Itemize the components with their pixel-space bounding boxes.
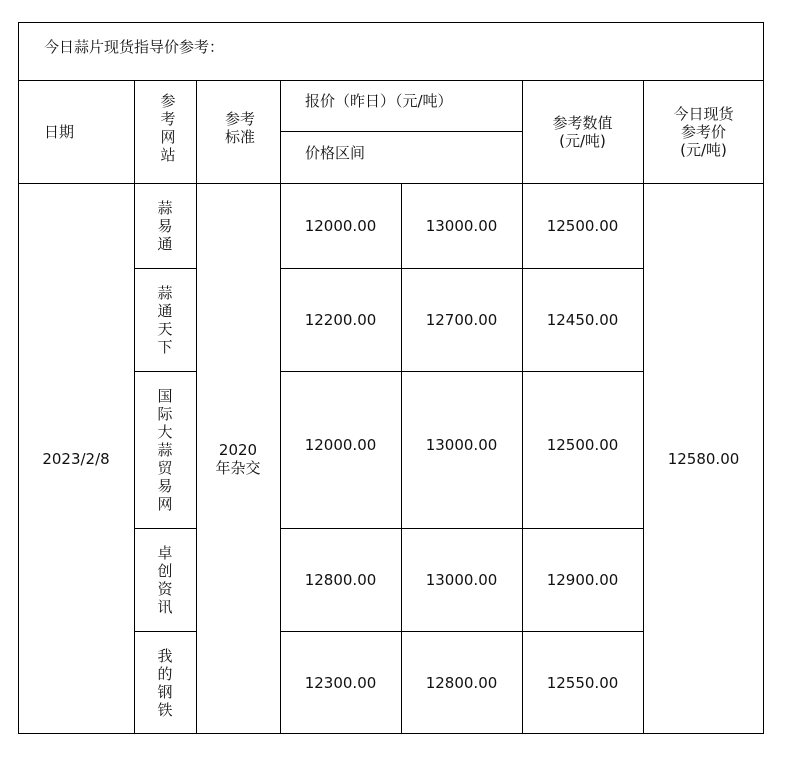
header-site-label: 参考网站: [160, 92, 176, 164]
site-cell: [134, 631, 196, 734]
ref-price: 12500.00: [546, 436, 619, 454]
site-cell: [134, 183, 196, 268]
site-name: 我的钢铁: [157, 646, 173, 719]
divider: [280, 131, 522, 132]
low-price: 12000.00: [304, 436, 377, 454]
header-quote-label: 报价（昨日）（元/吨）: [305, 92, 453, 110]
low-price-cell: [280, 183, 401, 268]
low-price: 12200.00: [304, 310, 377, 329]
high-price: 12800.00: [425, 673, 498, 692]
high-price-cell: [401, 268, 522, 371]
header-standard: [220, 110, 260, 146]
ref-price: 12550.00: [546, 673, 619, 692]
date-cell: [18, 183, 134, 734]
today-price-cell: [643, 183, 764, 734]
site-cell: [134, 268, 196, 371]
high-price-cell: [401, 371, 522, 528]
header-today-line3: (元/吨): [680, 140, 727, 159]
high-price: 13000.00: [425, 436, 498, 454]
ref-price-cell: [522, 528, 643, 631]
date-value: 2023/2/8: [42, 449, 110, 468]
header-ref: [522, 80, 643, 183]
site-name: 卓创资讯: [157, 543, 173, 616]
high-price-cell: [401, 631, 522, 734]
low-price-cell: [280, 371, 401, 528]
ref-price-cell: [522, 183, 643, 268]
today-price-value: 12580.00: [667, 449, 740, 468]
high-price: 13000.00: [425, 570, 498, 589]
low-price: 12300.00: [304, 673, 377, 692]
ref-price-cell: [522, 631, 643, 734]
ref-price-cell: [522, 371, 643, 528]
standard-line1: 2020: [218, 440, 258, 459]
header-ref-line2: (元/吨): [559, 131, 606, 150]
standard-line2: 年杂交: [215, 458, 261, 477]
low-price-cell: [280, 631, 401, 734]
ref-price: 12900.00: [546, 570, 619, 589]
high-price: 13000.00: [425, 216, 498, 235]
header-date: [18, 80, 134, 183]
high-price-cell: [401, 183, 522, 268]
site-name: 蒜易通: [157, 198, 173, 253]
site-cell: [134, 528, 196, 631]
site-cell: [134, 371, 196, 528]
header-today-line1: 今日现货: [673, 104, 734, 123]
ref-price: 12450.00: [546, 310, 619, 329]
ref-price: 12500.00: [546, 216, 619, 235]
header-today-line2: 参考价: [680, 122, 726, 141]
low-price-cell: [280, 528, 401, 631]
ref-price-cell: [522, 268, 643, 371]
header-range-label: 价格区间: [305, 144, 366, 162]
table-title: 今日蒜片现货指导价参考：: [44, 38, 225, 56]
high-price: 12700.00: [425, 310, 498, 329]
site-name: 国际大蒜贸易网: [157, 386, 173, 513]
site-name: 蒜通天下: [157, 283, 173, 356]
header-ref-line1: 参考数值: [552, 113, 613, 132]
header-today: [643, 80, 764, 183]
low-price: 12800.00: [304, 570, 377, 589]
high-price-cell: [401, 528, 522, 631]
header-standard-label: 参考标准: [224, 110, 255, 146]
low-price: 12000.00: [304, 216, 377, 235]
standard-cell: [196, 183, 280, 734]
header-date-label: 日期: [44, 123, 75, 141]
low-price-cell: [280, 268, 401, 371]
